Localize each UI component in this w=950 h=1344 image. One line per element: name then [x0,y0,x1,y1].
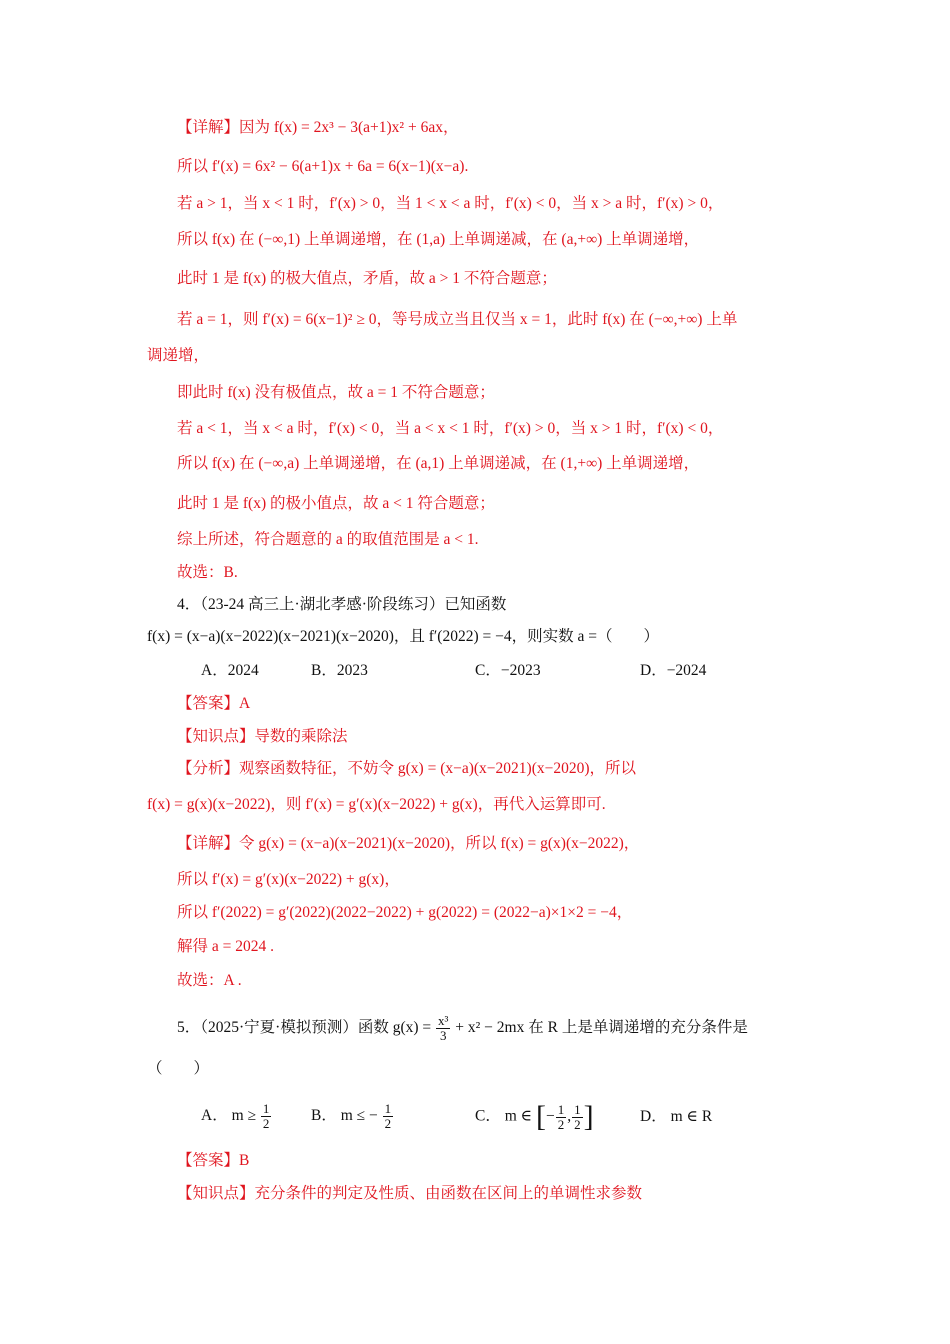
fraction [383,1102,394,1131]
solution-line: 若 a = 1，则 f′(x) = 6(x−1)² ≥ 0，等号成立当且仅当 x = 1，此时 f(x) 在 (−∞,+∞) 上单 [177,311,738,328]
fraction-numerator: 1 [557,1101,565,1117]
option-c-text: C． m ∈ [475,1107,533,1125]
answer-choice-line: 故选：B. [177,564,238,581]
right-bracket: ] [583,1100,594,1133]
question-stem: 4．（23-24 高三上·湖北孝感·阶段练习）已知函数 [177,596,507,613]
fraction-numerator: x³ [438,1013,449,1028]
solution-line: 此时 1 是 f(x) 的极小值点，故 a < 1 符合题意； [177,495,495,512]
answer-choice-line: 故选：A . [177,972,242,989]
knowledge-point: 【知识点】导数的乘除法 [177,728,348,745]
analysis-line: 【分析】观察函数特征，不妨令 g(x) = (x−a)(x−2021)(x−2020)，所以 [177,760,637,777]
solution-line: 此时 1 是 f(x) 的极大值点，矛盾，故 a > 1 不符合题意； [177,270,557,287]
solution-line: 调递增， [147,347,210,364]
option-c: C． m ∈ [− $\frac{1}{2}$ , $\frac{1}{2}$ ] [475,1100,594,1133]
solution-line: 综上所述，符合题意的 a 的取值范围是 a < 1. [177,531,479,548]
option-b-text: B． m ≤ − [311,1107,378,1125]
fraction-numerator: 1 [384,1101,392,1116]
fraction-denominator: 2 [384,1116,392,1131]
solution-line: 即此时 f(x) 没有极值点，故 a = 1 不符合题意； [177,384,495,401]
left-bracket: [ [536,1100,546,1133]
fraction-denominator: 2 [262,1116,270,1131]
solution-line: 所以 f(x) 在 (−∞,1) 上单调递增，在 (1,a) 上单调递减，在 (a,+∞) 上单调递增， [177,231,700,248]
fraction [261,1102,272,1131]
solution-line: 【详解】令 g(x) = (x−a)(x−2021)(x−2020)，所以 f(x) = g(x)(x−2022)， [177,835,640,852]
solution-line: 【详解】因为 f(x) = 2x³ − 3(a+1)x² + 6ax， [177,119,459,136]
option-a-text: A． m ≥ [201,1107,257,1125]
option-b [311,1102,394,1131]
option-d: D． m ∈ R [640,1108,713,1125]
fraction-denominator: 2 [557,1116,565,1132]
stem-text: + x² − 2mx 在 R 上是单调递增的充分条件是 [455,1019,748,1037]
fraction-denominator: 3 [439,1028,447,1043]
option-a [201,1102,272,1131]
solution-line: 所以 f′(x) = 6x² − 6(a+1)x + 6a = 6(x−1)(x−a). [177,158,469,175]
stem-text: 5．（2025·宁夏·模拟预测）函数 g(x) = [177,1019,432,1037]
question-formula: f(x) = (x−a)(x−2022)(x−2021)(x−2020)，且 f′(2022) = −4，则实数 a =（ ） [147,628,659,645]
fraction [572,1103,583,1132]
fraction-denominator: 2 [574,1116,581,1132]
fraction-numerator: 1 [574,1101,581,1117]
option-a: A．2024 [201,662,259,679]
fraction-numerator: 1 [262,1101,270,1116]
fraction [556,1103,567,1132]
solution-line: 若 a > 1，当 x < 1 时，f′(x) > 0，当 1 < x < a 时，f′(x) < 0，当 x > a 时，f′(x) > 0， [177,195,724,212]
solution-line: 若 a < 1，当 x < a 时，f′(x) < 0，当 a < x < 1 时，f′(x) > 0，当 x > 1 时，f′(x) < 0， [177,420,724,437]
analysis-line: f(x) = g(x)(x−2022)，则 f′(x) = g′(x)(x−2022) + g(x)，再代入运算即可. [147,796,606,813]
fraction [436,1014,450,1043]
option-d: D．−2024 [640,662,707,679]
option-c: C．−2023 [475,662,541,679]
solution-line: 解得 a = 2024 . [177,938,274,955]
answer-bracket: （ ） [147,1060,210,1077]
solution-line: 所以 f′(x) = g′(x)(x−2022) + g(x)， [177,871,400,888]
knowledge-point: 【知识点】充分条件的判定及性质、由函数在区间上的单调性求参数 [177,1185,643,1202]
answer-label: 【答案】B [177,1152,250,1169]
solution-line: 所以 f(x) 在 (−∞,a) 上单调递增，在 (a,1) 上单调递减，在 (1,+∞) 上单调递增， [177,455,700,472]
question-stem [177,1014,748,1043]
answer-label: 【答案】A [177,695,251,712]
solution-line: 所以 f′(2022) = g′(2022)(2022−2022) + g(2022) = (2022−a)×1×2 = −4， [177,904,633,921]
option-b: B．2023 [311,662,368,679]
